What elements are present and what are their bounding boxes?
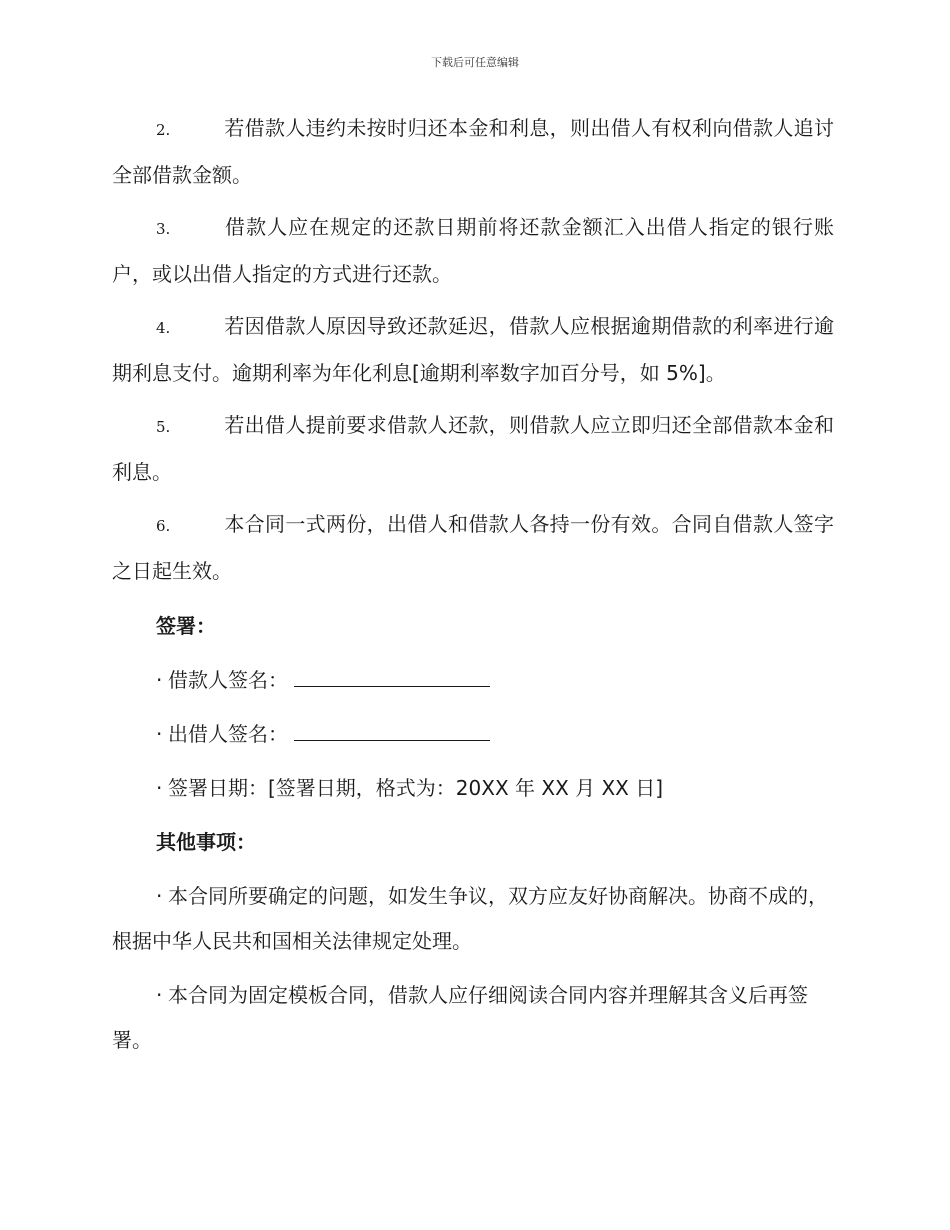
lender-signature-line bbox=[156, 719, 490, 749]
lender-signature-label: 出借人签名： bbox=[168, 722, 288, 746]
borrower-signature-line bbox=[156, 665, 490, 695]
clause-number: 3. bbox=[156, 220, 171, 238]
clause-number: 2. bbox=[156, 121, 171, 139]
signature-date-line bbox=[156, 773, 663, 803]
bullet-dot: · bbox=[156, 668, 163, 692]
other-matters-heading: 其他事项： bbox=[156, 830, 256, 854]
borrower-signature-label: 借款人签名： bbox=[168, 668, 288, 692]
clause-text: 若借款人违约未按时归还本金和利息，则出借人有权利向借款人追讨全部借款金额。 bbox=[112, 116, 834, 187]
signature-heading: 签署： bbox=[156, 614, 216, 638]
clause-2 bbox=[112, 106, 834, 198]
clause-number: 6. bbox=[156, 517, 171, 535]
other-item-text: 本合同为固定模板合同，借款人应仔细阅读合同内容并理解其含义后再签署。 bbox=[112, 983, 808, 1052]
other-item-template bbox=[112, 973, 834, 1063]
clause-text: 若因借款人原因导致还款延迟，借款人应根据逾期借款的利率进行逾期利息支付。逾期利率为年化利息[逾期利率数字加百分号，如 5%]。 bbox=[112, 314, 834, 385]
bullet-dot: · bbox=[156, 884, 163, 908]
clause-3 bbox=[112, 205, 834, 297]
bullet-dot: · bbox=[156, 983, 163, 1007]
clause-text: 借款人应在规定的还款日期前将还款金额汇入出借人指定的银行账户，或以出借人指定的方式进行还款。 bbox=[112, 215, 834, 286]
clause-text: 若出借人提前要求借款人还款，则借款人应立即归还全部借款本金和利息。 bbox=[112, 413, 834, 484]
clause-number: 5. bbox=[156, 418, 171, 436]
clause-text: 本合同一式两份，出借人和借款人各持一份有效。合同自借款人签字之日起生效。 bbox=[112, 512, 834, 583]
other-item-dispute bbox=[112, 874, 834, 964]
header-note: 下载后可任意编辑 bbox=[431, 56, 519, 69]
signature-date-label: 签署日期：[签署日期，格式为：20XX 年 XX 月 XX 日] bbox=[168, 776, 664, 800]
clause-5 bbox=[112, 403, 834, 495]
clause-6 bbox=[112, 502, 834, 594]
lender-signature-blank[interactable] bbox=[294, 722, 490, 741]
borrower-signature-blank[interactable] bbox=[294, 668, 490, 687]
other-item-text: 本合同所要确定的问题，如发生争议，双方应友好协商解决。协商不成的，根据中华人民共和国相关法律规定处理。 bbox=[112, 884, 828, 953]
bullet-dot: · bbox=[156, 722, 163, 746]
clause-4 bbox=[112, 304, 834, 396]
clause-number: 4. bbox=[156, 319, 171, 337]
bullet-dot: · bbox=[156, 776, 163, 800]
